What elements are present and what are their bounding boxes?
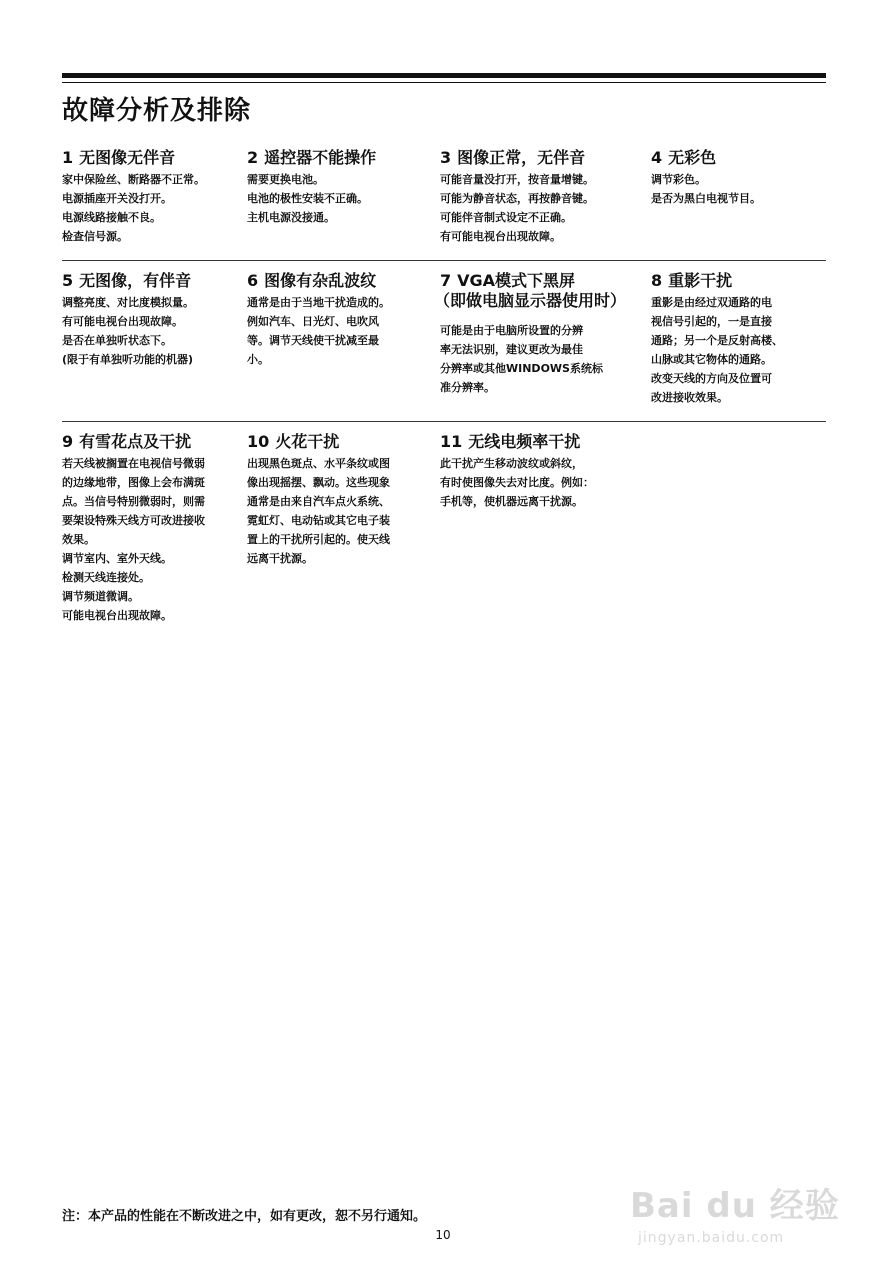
- item-line: 准分辨率。: [440, 381, 495, 394]
- item-body: [62, 454, 205, 625]
- item-line: 电源线路接触不良。: [62, 211, 161, 224]
- item-line: 若天线被搁置在电视信号微弱: [62, 457, 205, 470]
- item-line: 改变天线的方向及位置可: [651, 372, 772, 385]
- trouble-item-11: [440, 432, 594, 511]
- trouble-item-3: [440, 148, 594, 246]
- item-line: 可能音量没打开，按音量增键。: [440, 173, 594, 186]
- item-line: 此干扰产生移动波纹或斜纹，: [440, 457, 583, 470]
- item-line: 要架设特殊天线方可改进接收: [62, 514, 205, 527]
- item-body: [440, 454, 594, 511]
- trouble-item-1: [62, 148, 205, 246]
- item-line: 重影是由经过双通路的电: [651, 296, 772, 309]
- item-number: 11: [440, 432, 463, 451]
- trouble-item-6: [247, 271, 390, 369]
- trouble-item-2: [247, 148, 376, 227]
- item-heading: [651, 148, 761, 168]
- item-title: 无图像，有伴音: [79, 271, 192, 290]
- item-heading: [62, 432, 205, 452]
- item-line: 小。: [247, 353, 269, 366]
- page-title: 故障分析及排除: [62, 96, 252, 126]
- item-line: 可能是由于电脑所设置的分辨: [440, 324, 583, 337]
- item-title: 无图像无伴音: [79, 148, 176, 167]
- item-number: 7: [440, 271, 452, 290]
- item-line: 检测天线连接处。: [62, 571, 150, 584]
- trouble-item-10: [247, 432, 390, 568]
- item-number: 4: [651, 148, 663, 167]
- watermark-main: Bai du 经验: [630, 1186, 840, 1226]
- item-line: 出现黑色斑点、水平条纹或图: [247, 457, 390, 470]
- item-line: 置上的干扰所引起的。使天线: [247, 533, 390, 546]
- item-line: 电池的极性安装不正确。: [247, 192, 368, 205]
- item-body: [247, 293, 390, 369]
- item-line: 调节室内、室外天线。: [62, 552, 172, 565]
- top-rule-thin: [62, 82, 826, 83]
- item-line: 改进接收效果。: [651, 391, 728, 404]
- item-number: 8: [651, 271, 663, 290]
- item-line: 通路；另一个是反射高楼、: [651, 334, 783, 347]
- item-heading: [62, 148, 205, 168]
- item-heading: [440, 271, 626, 291]
- item-title: 无线电频率干扰: [468, 432, 581, 451]
- item-line: 霓虹灯、电动钻或其它电子装: [247, 514, 390, 527]
- trouble-item-5: [62, 271, 194, 369]
- item-line: 视信号引起的，一是直接: [651, 315, 772, 328]
- page-number: 10: [435, 1228, 451, 1242]
- item-line: 可能伴音制式设定不正确。: [440, 211, 572, 224]
- item-line: 例如汽车、日光灯、电吹风: [247, 315, 379, 328]
- item-heading: [651, 271, 783, 291]
- trouble-item-8: [651, 271, 783, 407]
- item-line: 有可能电视台出现故障。: [440, 230, 561, 243]
- item-number: 1: [62, 148, 74, 167]
- item-line: 是否在单独听状态下。: [62, 334, 172, 347]
- row-divider: [62, 260, 826, 261]
- trouble-item-7: [434, 271, 627, 397]
- trouble-item-9: [62, 432, 205, 625]
- item-line: 调整亮度、对比度模拟量。: [62, 296, 194, 309]
- item-line: (限于有单独听功能的机器): [62, 353, 194, 366]
- item-body: [440, 321, 626, 397]
- item-line: 效果。: [62, 533, 95, 546]
- item-line: 的边缘地带，图像上会布满斑: [62, 476, 205, 489]
- item-line: 家中保险丝、断路器不正常。: [62, 173, 205, 186]
- item-heading: [440, 432, 594, 452]
- item-title: VGA模式下黑屏: [457, 271, 576, 290]
- item-body: [247, 454, 390, 568]
- item-heading: [440, 148, 594, 168]
- item-title: 遥控器不能操作: [264, 148, 377, 167]
- top-rule: [62, 73, 826, 78]
- item-line: 有时使图像失去对比度。例如：: [440, 476, 594, 489]
- item-number: 9: [62, 432, 74, 451]
- item-body: [651, 170, 761, 208]
- item-line: 电源插座开关没打开。: [62, 192, 172, 205]
- item-heading: [62, 271, 194, 291]
- item-line: 手机等，使机器远离干扰源。: [440, 495, 583, 508]
- item-body: [62, 293, 194, 369]
- item-line: 需要更换电池。: [247, 173, 324, 186]
- item-heading: [247, 432, 390, 452]
- item-heading: [247, 148, 376, 168]
- item-title: 图像正常，无伴音: [457, 148, 586, 167]
- item-title: 重影干扰: [668, 271, 733, 290]
- watermark-sub: jingyan.baidu.com: [638, 1230, 785, 1246]
- item-line: 调节彩色。: [651, 173, 706, 186]
- item-number: 10: [247, 432, 270, 451]
- item-body: [651, 293, 783, 407]
- item-subtitle: （即做电脑显示器使用时）: [434, 291, 627, 310]
- item-line: 可能电视台出现故障。: [62, 609, 172, 622]
- item-line: 有可能电视台出现故障。: [62, 315, 183, 328]
- item-body: [62, 170, 205, 246]
- item-number: 2: [247, 148, 259, 167]
- item-body: [440, 170, 594, 246]
- item-line: 通常是由来自汽车点火系统、: [247, 495, 390, 508]
- item-heading: [247, 271, 390, 291]
- item-line: 等。调节天线使干扰减至最: [247, 334, 379, 347]
- item-line: 主机电源没接通。: [247, 211, 335, 224]
- trouble-item-4: [651, 148, 761, 208]
- item-number: 5: [62, 271, 74, 290]
- item-title: 有雪花点及干扰: [79, 432, 192, 451]
- item-number: 3: [440, 148, 452, 167]
- item-line: 分辨率或其他WINDOWS系统标: [440, 362, 603, 375]
- item-line: 点。当信号特别微弱时，则需: [62, 495, 205, 508]
- item-title: 图像有杂乱波纹: [264, 271, 377, 290]
- item-line: 通常是由于当地干扰造成的。: [247, 296, 390, 309]
- item-line: 远离干扰源。: [247, 552, 313, 565]
- item-body: [247, 170, 376, 227]
- item-line: 像出现摇摆、飘动。这些现象: [247, 476, 390, 489]
- watermark-logo: [630, 1150, 840, 1265]
- row-divider: [62, 421, 826, 422]
- item-title: 火花干扰: [275, 432, 340, 451]
- item-line: 调节频道微调。: [62, 590, 139, 603]
- item-line: 山脉或其它物体的通路。: [651, 353, 772, 366]
- footer-note: 注：本产品的性能在不断改进之中，如有更改，恕不另行通知。: [62, 1209, 427, 1224]
- item-line: 是否为黑白电视节目。: [651, 192, 761, 205]
- item-line: 率无法识别，建议更改为最佳: [440, 343, 583, 356]
- item-line: 检查信号源。: [62, 230, 128, 243]
- item-number: 6: [247, 271, 259, 290]
- item-title: 无彩色: [668, 148, 717, 167]
- item-line: 可能为静音状态，再按静音键。: [440, 192, 594, 205]
